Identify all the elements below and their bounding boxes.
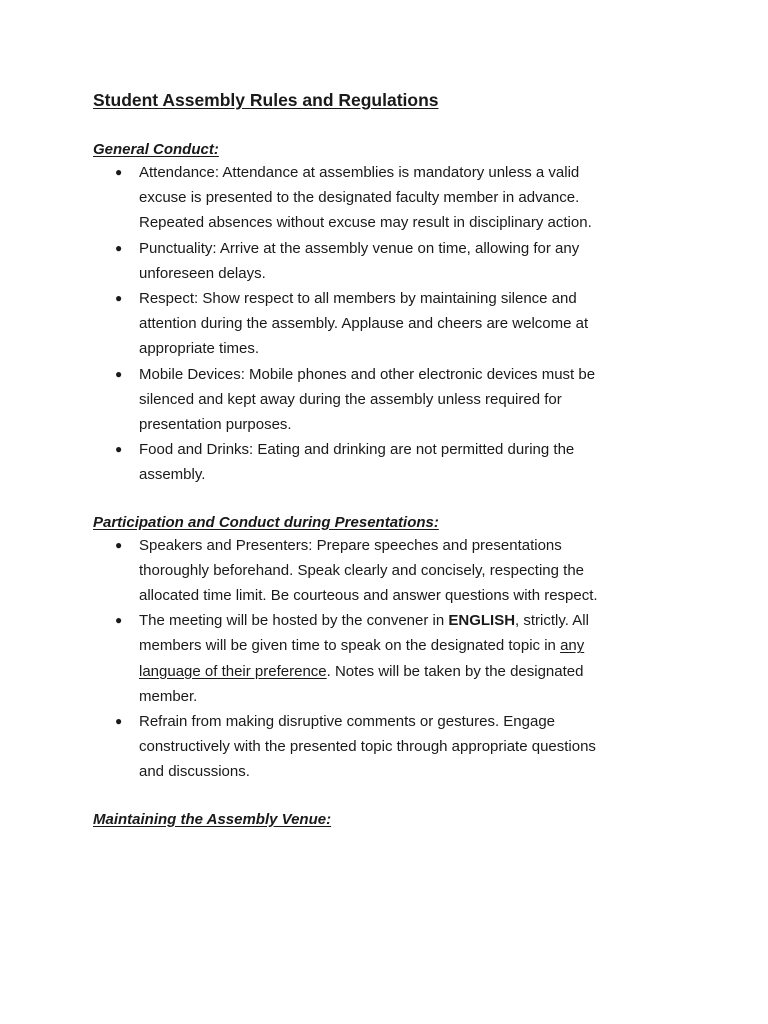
underlined-language-preference: any language of their preference [139,637,585,680]
bullet-icon: ● [115,291,123,306]
list-item-text: Food and Drinks: Eating and drinking are not permitted during the assembly. [139,441,575,484]
general-conduct-list [93,160,609,488]
list-item [93,709,609,785]
list-item [93,608,609,709]
bullet-icon: ● [115,240,123,255]
emphasis-english: ENGLISH [448,612,516,630]
list-item-text: Mobile Devices: Mobile phones and other electronic devices must be silenced and kept away during the assembly unless required for presentation purposes. [139,365,596,434]
list-item-text-part: The meeting will be hosted by the convener in [139,612,449,630]
bullet-icon: ● [115,714,123,729]
section-heading-general-conduct: General Conduct: [93,141,219,158]
list-item-text-part: , strictly. All members will be given time to speak on the designated topic in [139,612,589,655]
section-heading-participation: Participation and Conduct during Presentations: [93,513,439,531]
list-item [93,160,609,236]
document-title: Student Assembly Rules and Regulations [93,90,439,110]
bullet-icon: ● [115,613,123,628]
list-item-text-part: . Notes will be taken by the designated member. [139,662,584,705]
bullet-icon: ● [115,442,123,457]
section-heading-venue: Maintaining the Assembly Venue: [93,810,332,828]
list-item-text: Refrain from making disruptive comments or gestures. Engage constructively with the presented topic through appropriate questions and discussions. [139,713,596,781]
list-item [93,362,609,438]
bullet-icon: ● [115,537,123,552]
participation-list [93,533,609,785]
list-item-text: Respect: Show respect to all members by maintaining silence and attention during the assembly. Applause and cheers are welcome at appropriate times. [139,290,589,358]
list-item [93,533,609,609]
bullet-icon: ● [115,165,123,179]
list-item [93,286,609,362]
list-item [93,437,609,487]
list-item [93,236,609,286]
list-item-text: Attendance: Attendance at assemblies is mandatory unless a valid excuse is presented to the designated faculty member in advance. Repeated absences without excuse may result in disciplinary action. [139,164,592,232]
list-item-text: Punctuality: Arrive at the assembly venue on time, allowing for any unforeseen delays. [139,239,580,282]
bullet-icon: ● [115,366,123,381]
list-item-text: Speakers and Presenters: Prepare speeches and presentations thoroughly beforehand. Speak clearly and concisely, respecting the allocated time limit. Be courteous and answer questions with respect. [139,536,598,605]
